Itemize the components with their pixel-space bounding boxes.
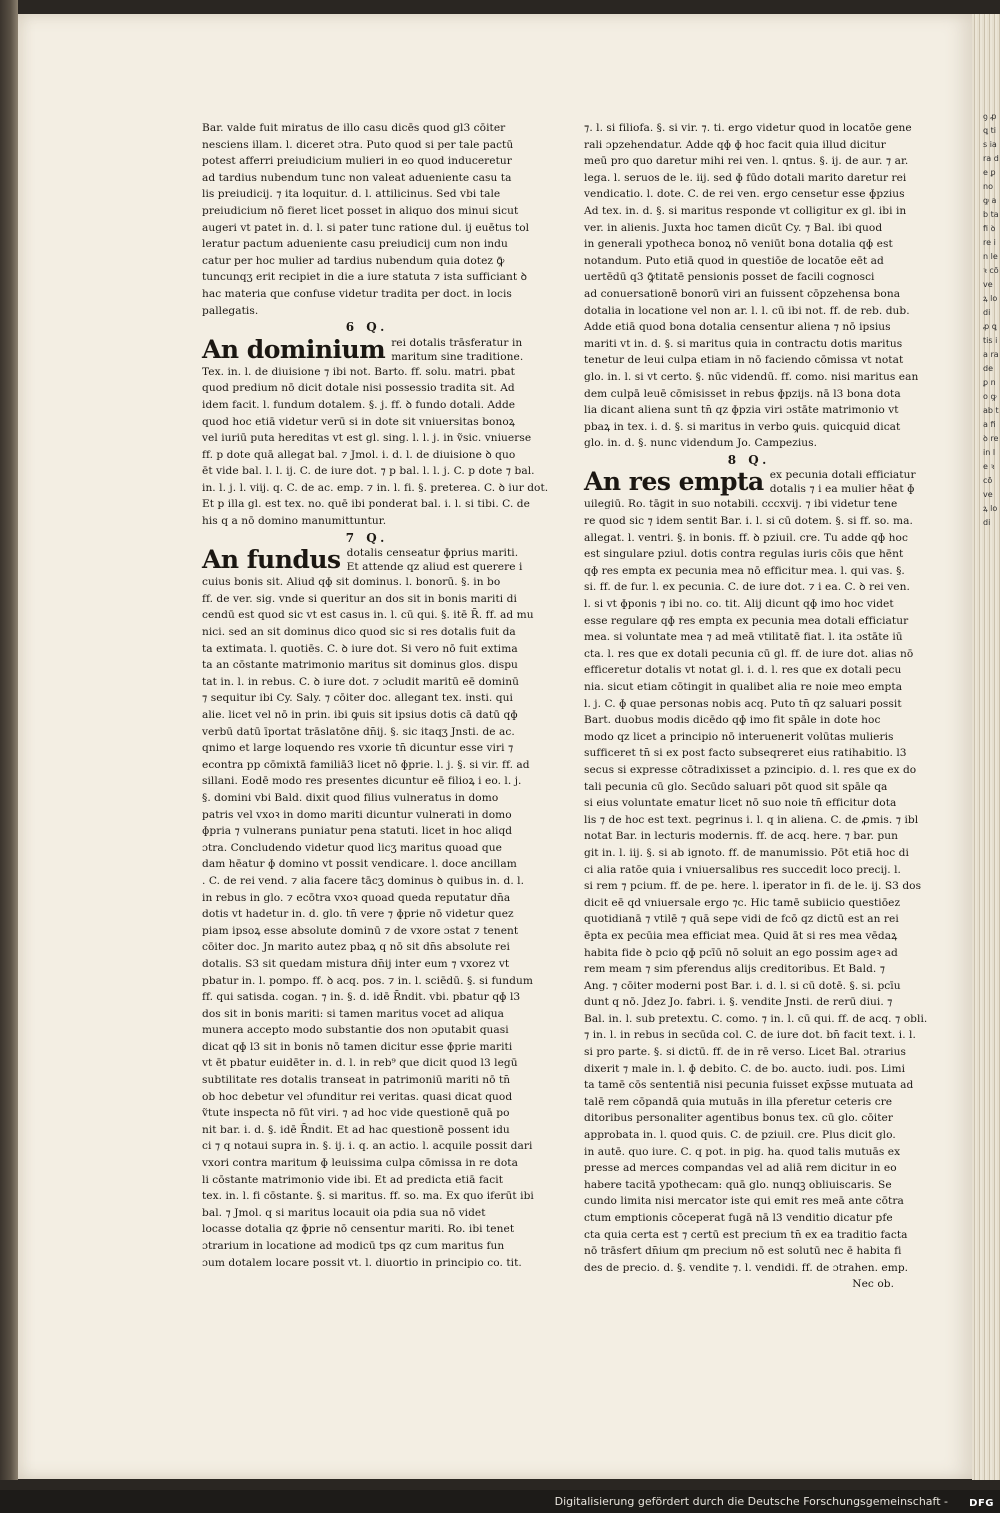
section-marker-8: 8 Q. [727,452,771,467]
digitization-footer [0,1493,1000,1511]
question-6-body: Tex. in. l. de diuisione ⁊ ibi not. Barto. ff. solu. matri. pbat quod predium nō dicit dotale nisi possessio tradita sit. Ad idem facit. l. fundum dotalem. §. j. ff. ꝺ fundo dotali. Adde quod hoc etiā videtur verū si in dote sit vniuersitas bonoꝝ vel iuriū puta hereditas vt est gl. sing. l. l. j. in ṽsic. vniuerse ff. p dote quā allegat bal. ⁊ Jmol. i. d. l. de diuisione ꝺ quo ēt vide bal. l. l. ij. C. de iure dot. ⁊ p bal. l. l. j. C. p dote ⁊ bal. in. l. j. l. viij. q. C. de ac. emp. ⁊ in. l. fi. §. preterea. C. ꝺ iur dot. Et p illa gl. est tex. no. quē ibi ponderat bal. i. l. si tibi. C. de his q a nō domino manumittuntur. [202,365,549,528]
question-8-title: An res empta [584,467,764,497]
left-column [202,120,549,1271]
section-marker-6: 6 Q. [345,320,389,335]
question-7-heading: An fundus dotalis censeatur ɸprius mariti. Et attende qz aliud est querere i [202,545,523,575]
right-para-1: ⁊. l. si filiofa. §. si vir. ⁊. ti. ergo videtur quod in locatōe gene rali ɔpzehendatur. Adde qɸ ɸ hoc facit quia illud dicitur meū pro quo daretur mihi rei ven. l. qntus. §. ij. de aur. ⁊ ar. lega. l. seruos de le. iij. sed ɸ fūdo dotali marito daretur rei vendicatio. l. dote. C. de rei ven. ergo censetur esse ɸpzius Ad tex. in. d. §. si maritus responde vt colligitur ex gl. ibi in ver. in alienis. Juxta hoc tamen dicūt Cy. ⁊ Bal. ibi quod in generali ypotheca bonoꝝ nō veniūt bona dotalia qɸ est notandum. Puto etiā quod in questiōe de locatōe eēt ad uertēdū q3 ꝙ̄titatē pensionis posset de facili cognosci ad conuersationē bonorū viri an fuissent cōpzehensa bona dotalia in locatione vel non ar. l. l. cū ibi not. ff. de reb. dub. Adde etiā quod bona dotalia censentur aliena ⁊ nō ipsius mariti vt in. d. §. si maritus quia in contractu dotis maritus tenetur de leui culpa etiam in nō faciendo cōmissa vt notat glo. in. l. si vt certo. §. nūc videndū. ff. como. nisi maritus ean dem culpā leuē cōmisisset in rebus ɸpzijs. nā l3 bona dota lia dicant aliena sunt tn̄ qz ɸpzia viri ɔstāte matrimonio vt pbaꝝ in tex. i. d. §. si maritus in verbo ꝙuis. quicquid dicat glo. in. d. §. nunc videndum Jo. Campezius. [584,122,919,450]
question-7-title: An fundus [202,545,341,575]
dfg-logo: DFG [969,1498,994,1509]
question-8-body: uilegiū. Ro. tāgit in suo notabili. cccxvij. ⁊ ibi videtur tene re quod sic ⁊ idem sentit Bar. i. l. si cū dotem. §. si ff. so. ma. allegat. l. ventri. §. in bonis. ff. ꝺ pziuil. cre. Tu adde qɸ hoc est singulare pziul. dotis contra regulas iuris cōis que hēnt qɸ res empta ex pecunia mea nō efficitur mea. l. qui vas. §. si. ff. de fur. l. ex pecunia. C. de iure dot. ⁊ i ea. C. ꝺ rei ven. l. si vt ɸponis ⁊ ibi no. co. tit. Alij dicunt qɸ imo hoc videt esse regulare qɸ res empta ex pecunia mea dotali efficiatur mea. si voluntate mea ⁊ ad meā vtilitatē fiat. l. ita ɔstāte iū cta. l. res que ex dotali pecunia cū gl. ff. de iure dot. alias nō efficeretur dotalis vt notat gl. i. d. l. res que ex dotali pecu nia. sicut etiam cōtingit in qualibet alia re noie meo empta l. j. C. ɸ quae personas nobis acq. Puto tn̄ qz saluari possit Bart. duobus modis dicēdo qɸ imo fit spāle in dote hoc modo qz licet a principio nō interuenerit volūtas mulieris sufficeret tn̄ si ex post facto subseqreret eius ratihabitio. l3 secus si expresse cōtradixisset a pzincipio. d. l. res que ex do tali pecunia cū glo. Secūdo saluari pōt quod sit spāle qa si eius voluntate ematur licet nō suo noie tn̄ efficitur dota lis ⁊ de hoc est text. pegrinus i. l. q in aliena. C. de ꝓmis. ⁊ ibl notat Bar. in lecturis modernis. ff. de acq. here. ⁊ bar. pun git in. l. iij. §. si ab ignoto. ff. de manumissio. Pōt etiā hoc di ci alia ratōe quia i vniuersalibus res succedit loco precij. l. si rem ⁊ pcium. ff. de pe. here. l. iperator in fi. de le. ij. S3 dos dicit eē qd vniuersale ergo ⁊c. Hic tamē subiicio questiōez quotidianā ⁊ vtilē ⁊ quā sepe vidi de fcō qz dictū est an rei ēpta ex pecūia mea efficiat mea. Quid āt si res mea vēdaꝝ habita fide ꝺ pcio qɸ pcīū nō soluit an ego possim ageꝛ ad rem meam ⁊ sim pferendus alijs creditoribus. Et Bald. ⁊ Ang. ⁊ cōiter moderni post Bar. i. d. l. si cū dotē. §. si. pcīu dunt q nō. Jdez Jo. fabri. i. §. vendite Jnsti. de rerū diui. ⁊ Bal. in. l. sub pretextu. C. como. ⁊ in. l. cū qui. ff. de acq. ⁊ obli. ⁊ in. l. in rebus in secūda col. C. de iure dot. bn̄ facit text. i. l. si pro parte. §. si dictū. ff. de in rē verso. Licet Bal. ɔtrarius dixerit ⁊ male in. l. ɸ debito. C. de bo. aucto. iudi. pos. Limi ta tamē cōs sententiā nisi pecunia fuisset exp̄sse mutuata ad talē rem cōpandā quia mutuās in illa pferetur ceteris cre ditoribus personaliter agentibus bonus tex. cū glo. cōiter approbata in. l. quod quis. C. de pziuil. cre. Plus dicit glo. in autē. quo iure. C. q pot. in pig. ha. quod talis mutuās ex presse ad merces compandas vel ad aliā rem dicitur in eo habere tacitā ypothecam: quā glo. nunqꝫ obliuiscaris. Se cundo limita nisi mercator iste qui emit res meā ante cōtra ctum emptionis cōceperat fugā nā l3 venditio dicatur pfe cta quia certa est ⁊ certū est precium tn̄ ex ea traditio facta nō trāsfert dn̄ium qm precium nō est solutū nec ē habita fi des de precio. d. §. vendite ⁊. l. vendidi. ff. de ɔtrahen. emp. Nec ob. [584,498,928,1291]
section-marker-7: 7 Q. [345,530,389,545]
question-7-body: cuius bonis sit. Aliud qɸ sit dominus. l. bonorū. §. in bo ff. de ver. sig. vnde si queritur an dos sit in bonis mariti di cendū est quod sic vt est casus in. l. cū qui. §. itē R̄. ff. ad mu nici. sed an sit dominus dico quod sic si res dotalis fuit da ta extimata. l. quotiēs. C. ꝺ iure dot. Si vero nō fuit extima ta an cōstante matrimonio maritus sit dominus glos. dispu tat in. l. in rebus. C. ꝺ iure dot. ⁊ ɔcludit maritū eē dominū ⁊ sequitur ibi Cy. Saly. ⁊ cōiter doc. allegant tex. insti. qui alie. licet vel nō in prin. ibi ꝙuis sit ipsius dotis cā datū qɸ verbū datū īportat trāslatōne dn̄ij. §. sic itaqʒ Jnsti. de ac. qnimo et large loquendo res vxorie tn̄ dicuntur esse viri ⁊ econtra pp cōmixtā familiā3 licet nō ɸprie. l. j. §. si vir. ff. ad sillani. Eodē modo res presentes dicuntur eē filioꝝ i eo. l. j. §. domini vbi Bald. dixit quod filius vulneratus in domo patris vel vxoꝛ in domo mariti dicuntur vulnerati in domo ɸpria ⁊ vulnerans puniatur pena statuti. licet in hoc aliqd ɔtra. Concludendo videtur quod licʒ maritus quoad que dam hēatur ɸ domino vt possit vendicare. l. doce ancillam . C. de rei vend. ⁊ alia facere tācʒ dominus ꝺ quibus in. d. l. in rebus in glo. ⁊ ecōtra vxoꝛ quoad queda reputatur dn̄a dotis vt hadetur in. d. glo. tn̄ vere ⁊ ɸprie nō videtur quez piam ipsoꝝ esse absolute dominū ⁊ de vxore ɔstat ⁊ tenent cōiter doc. Jn marito autez pbaꝝ q nō sit dn̄s absolute rei dotalis. S3 sit quedam mistura dn̄ij inter eum ⁊ vxorez vt pbatur in. l. pompo. ff. ꝺ acq. pos. ⁊ in. l. sciēdū. §. si fundum ff. qui satisda. cogan. ⁊ in. §. d. idē R̄ndit. vbi. pbatur qɸ l3 dos sit in bonis mariti: si tamen maritus vocet ad aliqua munera accepto modo substantie dos non ɔputabit quasi dicat qɸ l3 sit in bonis nō tamen dicitur esse ɸprie mariti vt ēt pbatur euidēter in. d. l. in reb⁹ que dicit quod l3 legū subtilitate res dotalis transeat in patrimoniū mariti nō tn̄ ob hoc debetur vel ɔfunditur rei veritas. quasi dicat quod ṽtute inspecta nō fūt viri. ⁊ ad hoc vide questionē quā po nit bar. i. d. §. idē R̄ndit. Et ad hac questionē possent idu ci ⁊ q notaui supra in. §. ij. i. q. an actio. l. acquile possit dari vxori contra maritum ɸ leuissima culpa cōmissa in re dota li cōstante matrimonio vide ibi. Et ad predicta etiā facit tex. in. l. fi cōstante. §. si maritus. ff. so. ma. Ex quo iferūt ibi bal. ⁊ Jmol. q si maritus locauit oia pdia sua nō videt locasse dotalia qz ɸprie nō censentur mariti. Ro. ibi tenet ɔtrarium in locatione ad modicū tps qz cum maritus fun ɔum dotalem locare possit vt. l. diuortio in principio co. tit. [202,576,534,1269]
question-6-heading: An dominium rei dotalis trāsferatur in maritum sine traditione. [202,334,524,364]
right-column [584,120,928,1293]
question-6-title: An dominium [202,334,386,364]
question-8-heading: An res empta ex pecunia dotali efficiatur dotalis ⁊ i ea mulier hēat ɸ [584,467,916,497]
book-spine [0,0,18,1480]
next-page-fragment: ꝯ ꝓ ꝗ tis ia ra de ꝑ no ꝙ ab ta fi ꝺ re in le ꝛ cō ve ꝝ lo di ꝓ ꝗ tis ia ra de ꝑ no ꝙ ab ta fi ꝺ re in le ꝛ cō ve ꝝ lo di [983,112,999,527]
footer-text: Digitalisierung gefördert durch die Deutsche Forschungsgemeinschaft - [554,1495,948,1508]
left-para-1: Bar. valde fuit miratus de illo casu dicēs quod gl3 cōiter nesciens illam. l. diceret ɔtra. Puto quod si per tale pactū potest afferri preiudicium mulieri in eo quod induceretur ad tardius nubendum tunc non valeat adueniente casu ta lis preiudicij. ⁊ ita loquitur. d. l. attilicinus. Sed vbi tale preiudicium nō fieret licet posset in aliquo dos minui sicut augeri vt patet in. d. l. si pater tunc ratione dul. ij euētus tol leratur pactum adueniente casu preiudicij cum non indu catur per hoc mulier ad tardius nubendum quia dotez ꝙ̄ tuncunqʒ erit recipiet in die a iure statuta ⁊ ista sufficiant ꝺ hac materia que confuse videtur tradita per doct. in locis pallegatis. [202,122,530,317]
